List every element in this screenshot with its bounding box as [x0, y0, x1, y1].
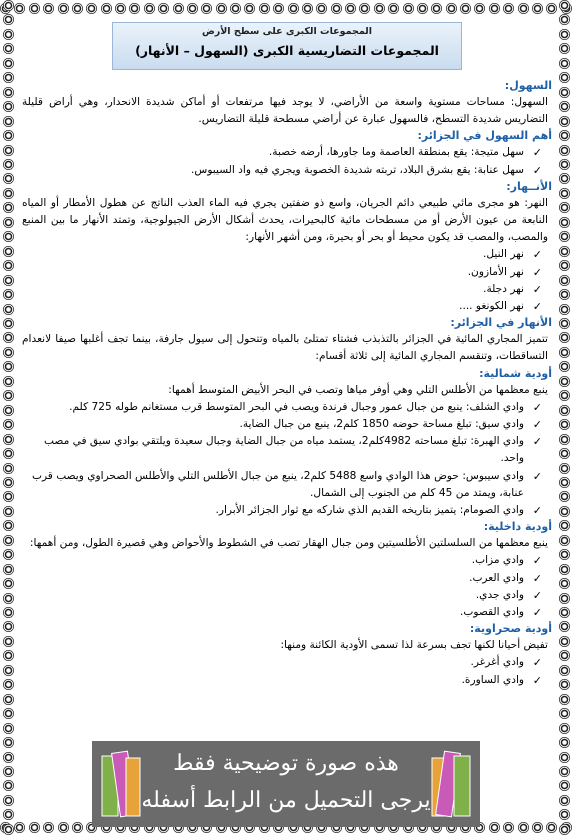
checkmark-icon: ✓	[532, 571, 542, 585]
ornament	[3, 506, 14, 517]
ornament	[3, 202, 14, 213]
ornament	[158, 3, 169, 14]
ornament	[3, 376, 14, 387]
ornament	[559, 58, 570, 69]
list-item	[22, 264, 542, 281]
ornament	[3, 58, 14, 69]
ornament	[58, 822, 69, 833]
ornament	[3, 332, 14, 343]
ornament	[302, 3, 313, 14]
ornament	[259, 3, 270, 14]
ornament	[359, 3, 370, 14]
checkmark-icon: ✓	[532, 554, 542, 568]
ornament	[3, 578, 14, 589]
ornament	[374, 3, 385, 14]
ornament	[331, 3, 342, 14]
section-heading-saharan-wadis: أودية صحراوية:	[469, 622, 552, 636]
ornament	[72, 3, 83, 14]
list-item-text: وادي مزاب.	[471, 554, 524, 567]
ornament	[3, 43, 14, 54]
list-item	[22, 246, 542, 263]
list-item-text: وادي القصوب.	[460, 606, 524, 619]
ornament	[3, 520, 14, 531]
ornament	[3, 246, 14, 257]
ornament	[3, 217, 14, 228]
algeria-rivers-text: تتميز المجاري المائية في الجزائر بالتذبذب فشتاء تمتلئ بالمياه وتتحول إلى سيول جارفة، بينما تجف أغلبها صيفا لانعدام التساقطات، وتنقسم المجاري المائية إلى ثلاثة أقسام:	[22, 333, 548, 363]
list-item	[22, 654, 542, 671]
ornament	[3, 361, 14, 372]
ornament	[559, 43, 570, 54]
famous-rivers-list	[22, 246, 552, 315]
ornament	[559, 202, 570, 213]
checkmark-icon: ✓	[532, 469, 542, 483]
list-item-text: نهر دجلة.	[483, 282, 524, 295]
checkmark-icon: ✓	[532, 435, 542, 449]
ornament	[3, 14, 14, 25]
checkmark-icon: ✓	[532, 400, 542, 414]
ornament	[29, 822, 40, 833]
ornament	[58, 3, 69, 14]
ornament	[3, 145, 14, 156]
ornament	[559, 231, 570, 242]
ornament	[288, 3, 299, 14]
ornament	[3, 737, 14, 748]
list-item-text: وادي أغرغر.	[470, 656, 524, 669]
saharan-wadis-intro: تفيض أحيانا لكنها تجف بسرعة لذا تسمى الأودية الكائنة ومنها:	[280, 639, 548, 652]
ornament	[417, 3, 428, 14]
ornament	[3, 173, 14, 184]
ornament	[3, 463, 14, 474]
ornament	[559, 752, 570, 763]
checkmark-icon: ✓	[532, 606, 542, 620]
ornament	[3, 318, 14, 329]
ornament	[518, 822, 529, 833]
list-item	[22, 468, 542, 502]
ornament	[101, 3, 112, 14]
ornament	[345, 3, 356, 14]
section-heading-algeria-rivers: الأنهار في الجزائر:	[450, 316, 552, 330]
ornament	[559, 737, 570, 748]
ornament	[559, 679, 570, 690]
ornament	[559, 795, 570, 806]
ornament	[559, 318, 570, 329]
list-item	[22, 281, 542, 298]
ornament	[403, 3, 414, 14]
ornament	[115, 3, 126, 14]
ornament	[3, 535, 14, 546]
list-item-text: وادي الصومام: يتميز بتاريخه القديم الذي شاركه مع ثوار الجزائر الأبرار.	[215, 504, 524, 517]
ornament	[3, 752, 14, 763]
unit-title: المجموعات الكبرى على سطح الأرض	[201, 26, 373, 37]
ornament	[3, 275, 14, 286]
ornament	[3, 477, 14, 488]
ornament	[559, 29, 570, 40]
ornament	[446, 3, 457, 14]
ornament	[559, 304, 570, 315]
ornament	[460, 3, 471, 14]
ornament	[3, 405, 14, 416]
ornament	[431, 3, 442, 14]
ornament	[187, 3, 198, 14]
ornament	[3, 621, 14, 632]
ornament	[559, 650, 570, 661]
ornament	[3, 809, 14, 820]
ornament	[559, 824, 570, 835]
list-item	[22, 433, 542, 467]
ornament	[3, 491, 14, 502]
ornament	[559, 361, 570, 372]
banner-notice: هذه صورة توضيحية فقط	[173, 751, 399, 776]
ornament	[559, 448, 570, 459]
ornament	[559, 14, 570, 25]
ornament	[129, 3, 140, 14]
ornament	[3, 549, 14, 560]
ornament	[3, 650, 14, 661]
checkmark-icon: ✓	[532, 418, 542, 432]
ornament	[3, 795, 14, 806]
list-item	[22, 552, 542, 569]
ornament	[3, 304, 14, 315]
list-item-text: وادي الشلف: ينبع من جبال عمور وجبال فرندة ويصب في البحر المتوسط قرب مستغانم طوله 725 كلم.	[69, 400, 524, 413]
ornament	[559, 766, 570, 777]
ornament	[559, 188, 570, 199]
ornament	[489, 822, 500, 833]
list-item	[22, 144, 542, 161]
list-item-text: سهل عنابة: يقع بشرق البلاد، تربته شديدة الخصوبة ويجري فيه واد السيبوس.	[191, 163, 524, 176]
ornament	[559, 434, 570, 445]
ornament	[316, 3, 327, 14]
ornament	[3, 665, 14, 676]
ornament	[3, 101, 14, 112]
ornament	[559, 463, 570, 474]
section-heading-interior-wadis: أودية داخلية:	[483, 520, 552, 534]
checkmark-icon: ✓	[532, 248, 542, 262]
ornament	[3, 347, 14, 358]
ornament	[503, 822, 514, 833]
ornament	[3, 636, 14, 647]
ornament	[3, 419, 14, 430]
ornament	[3, 607, 14, 618]
list-item	[22, 416, 542, 433]
list-item	[22, 298, 542, 315]
ornament	[3, 231, 14, 242]
ornament	[230, 3, 241, 14]
ornament	[559, 173, 570, 184]
ornament	[559, 376, 570, 387]
ornament	[503, 3, 514, 14]
ornament	[559, 607, 570, 618]
section-heading-plains: السهول:	[504, 79, 552, 92]
ornament	[559, 593, 570, 604]
list-item-text: نهر الأمازون.	[467, 265, 524, 278]
saharan-wadis-list	[22, 654, 552, 688]
ornamental-border-right	[556, 0, 572, 835]
section-heading-rivers: الأنــهار:	[506, 179, 552, 193]
ornament	[559, 87, 570, 98]
ornament	[3, 390, 14, 401]
ornament	[559, 289, 570, 300]
checkmark-icon: ✓	[532, 282, 542, 296]
ornament	[532, 822, 543, 833]
northern-wadis-intro: ينبع معظمها من الأطلس التلي وهي أوفر مياها وتصب في البحر الأبيض المتوسط أهمها:	[168, 383, 548, 396]
ornament	[532, 3, 543, 14]
interior-wadis-intro: ينبع معظمها من السلسلتين الأطلسيتين ومن جبال الهقار تصب في الشطوط والأحواض وهي قصيرة الطول، ومن أهمها:	[29, 537, 548, 550]
ornament	[559, 694, 570, 705]
download-watermark-banner[interactable]	[92, 741, 480, 827]
ornament	[559, 621, 570, 632]
ornament	[559, 549, 570, 560]
ornament	[559, 72, 570, 83]
list-item	[22, 162, 542, 179]
ornament	[559, 708, 570, 719]
ornament	[559, 101, 570, 112]
ornament	[3, 708, 14, 719]
ornament	[3, 289, 14, 300]
ornament	[559, 332, 570, 343]
ornament	[173, 3, 184, 14]
ornament	[559, 477, 570, 488]
ornament	[559, 405, 570, 416]
ornament	[3, 766, 14, 777]
ornament	[3, 188, 14, 199]
ornament	[3, 130, 14, 141]
list-item	[22, 502, 542, 519]
interior-wadis-list	[22, 552, 552, 621]
list-item-text: نهر النيل.	[483, 248, 524, 261]
list-item	[22, 399, 542, 416]
title-box	[112, 22, 462, 70]
ornament	[3, 72, 14, 83]
list-item	[22, 604, 542, 621]
ornament	[86, 3, 97, 14]
ornamental-border-left	[0, 0, 16, 835]
ornament	[559, 520, 570, 531]
ornament	[244, 3, 255, 14]
list-item-text: وادي العرب.	[469, 571, 524, 584]
ornament	[3, 116, 14, 127]
ornament	[3, 723, 14, 734]
ornament	[489, 3, 500, 14]
ornament	[559, 275, 570, 286]
rivers-definition: النهر: هو مجرى مائي طبيعي دائم الجريان، واسع ذو ضفتين يجري فيه الماء العذب الناتج عن هطول الأمطار أو المياه النابعة من عيون الأرض أو من مسطحات مائية كالبحيرات، يحدث أشكال الأرض الجيولوجية، وتمتد الأنهار ما بين المنبع والمصب، والمصب قد يكون محيط أو بحر أو بحيرة، ومن أشهر الأنهار:	[22, 196, 548, 244]
ornament	[388, 3, 399, 14]
checkmark-icon: ✓	[532, 146, 542, 160]
list-item-text: وادي جدي.	[475, 588, 524, 601]
ornament	[72, 822, 83, 833]
checkmark-icon: ✓	[532, 300, 542, 314]
ornament	[43, 822, 54, 833]
ornament	[559, 723, 570, 734]
ornament	[3, 159, 14, 170]
ornament	[3, 679, 14, 690]
list-item-text: نهر الكونغو ....	[459, 300, 524, 313]
ornament	[474, 3, 485, 14]
plains-definition: السهول: مساحات مستوية واسعة من الأراضي، لا يوجد فيها مرتفعات أو أماكن شديدة الانحدار، وهي أراض قليلة التضاريس شديدة التسطح، فالسهول عبارة عن أراضي مسطحة قليلة التضاريس.	[22, 96, 548, 126]
ornament	[201, 3, 212, 14]
list-item-text: وادي الساورة.	[461, 673, 524, 686]
ornament	[559, 116, 570, 127]
checkmark-icon: ✓	[532, 265, 542, 279]
books-icon	[428, 748, 472, 820]
ornament	[559, 636, 570, 647]
checkmark-icon: ✓	[532, 504, 542, 518]
ornament	[559, 145, 570, 156]
ornament	[14, 822, 25, 833]
ornament	[518, 3, 529, 14]
ornament	[3, 434, 14, 445]
ornament	[559, 564, 570, 575]
list-item	[22, 672, 542, 689]
banner-download-hint: يرجى التحميل من الرابط أسفله	[141, 788, 431, 813]
section-heading-algeria-plains: أهم السهول في الجزائر:	[417, 129, 552, 143]
list-item-text: وادي سيق: تبلغ مساحة حوضه 1850 كلم2، ينبع من جبال الضاية.	[239, 418, 524, 431]
ornament	[559, 0, 570, 11]
list-item	[22, 587, 542, 604]
ornament	[3, 0, 14, 11]
lesson-content	[22, 22, 552, 734]
ornament	[3, 593, 14, 604]
ornament	[3, 564, 14, 575]
northern-wadis-list	[22, 399, 552, 519]
ornament	[559, 665, 570, 676]
ornamental-border-top	[0, 0, 572, 16]
ornament	[559, 347, 570, 358]
list-item-text: سهل متيجة: يقع بمنطقة العاصمة وما جاورها، أرضه خصبة.	[268, 146, 524, 159]
checkmark-icon: ✓	[532, 163, 542, 177]
list-item	[22, 570, 542, 587]
ornament	[559, 578, 570, 589]
ornament	[559, 260, 570, 271]
ornament	[273, 3, 284, 14]
ornament	[559, 217, 570, 228]
checkmark-icon: ✓	[532, 588, 542, 602]
list-item-text: وادي سيبوس: حوض هذا الوادي واسع 5488 كلم2، ينبع من جبال الأطلس التلي والأطلس الصحراوي ويصب قرب عنابة، ويمتد من 45 كلم من الجنوب إلى الشمال.	[31, 469, 524, 499]
checkmark-icon: ✓	[532, 673, 542, 687]
ornament	[3, 780, 14, 791]
ornament	[3, 87, 14, 98]
ornament	[14, 3, 25, 14]
ornament	[3, 260, 14, 271]
list-item-text: وادي الهبرة: تبلغ مساحته 4982كلم2، يستمد مياه من جبال الضاية وجبال سعيدة ويلتقي بوادي سيق في مصب واحد.	[43, 435, 524, 465]
ornament	[3, 694, 14, 705]
ornament	[559, 130, 570, 141]
lesson-title: المجموعات التضاريسية الكبرى (السهول – الأنهار)	[135, 43, 439, 58]
ornament	[559, 535, 570, 546]
ornament	[3, 448, 14, 459]
section-heading-northern-wadis: أودية شمالية:	[479, 366, 552, 380]
checkmark-icon: ✓	[532, 656, 542, 670]
ornament	[216, 3, 227, 14]
ornament	[3, 29, 14, 40]
ornament	[144, 3, 155, 14]
ornament	[559, 246, 570, 257]
ornament	[559, 780, 570, 791]
ornament	[559, 390, 570, 401]
ornament	[559, 419, 570, 430]
ornament	[3, 824, 14, 835]
ornament	[29, 3, 40, 14]
ornament	[559, 159, 570, 170]
ornament	[559, 491, 570, 502]
ornament	[559, 809, 570, 820]
ornament	[559, 506, 570, 517]
algeria-plains-list	[22, 144, 552, 178]
ornament	[43, 3, 54, 14]
